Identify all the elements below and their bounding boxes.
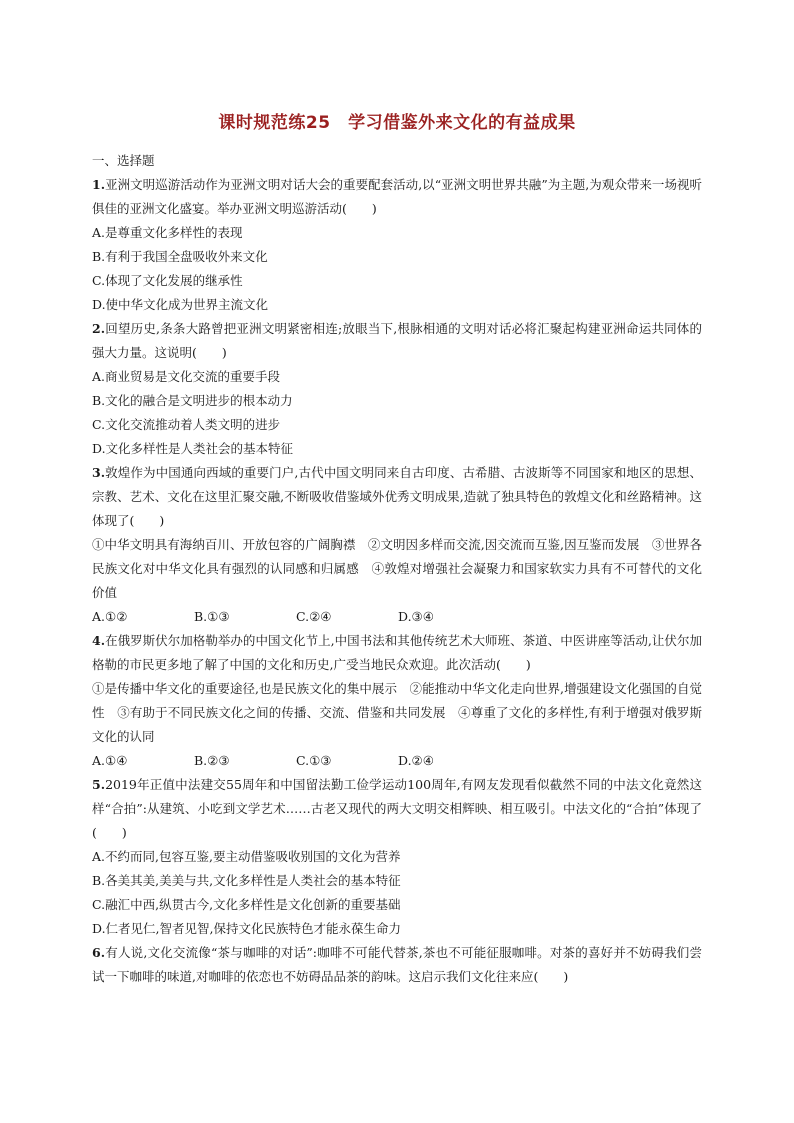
question-number: 6. <box>92 945 106 960</box>
option-d: D.仁者见仁,智者见智,保持文化民族特色才能永葆生命力 <box>92 921 401 936</box>
option-b: B.文化的融合是文明进步的根本动力 <box>92 393 293 408</box>
choice-c: C.①③ <box>296 753 332 768</box>
option-d: D.使中华文化成为世界主流文化 <box>92 297 269 312</box>
question-stem: 4.在俄罗斯伏尔加格勒举办的中国文化节上,中国书法和其他传统艺术大师班、茶道、中医讲座等活动,让伏尔加格勒的市民更多地了解了中国的文化和历史,广受当地民众欢迎。此次活动( ) <box>92 633 702 672</box>
choice-a: A.①② <box>92 609 128 624</box>
question-2 <box>92 317 702 461</box>
option-a: A.不约而同,包容互鉴,要主动借鉴吸收别国的文化为营养 <box>92 849 401 864</box>
question-1 <box>92 173 702 317</box>
choice-b: B.②③ <box>194 753 230 768</box>
question-6 <box>92 941 702 989</box>
section-heading: 一、选择题 <box>92 153 155 168</box>
option-c: C.融汇中西,纵贯古今,文化多样性是文化创新的重要基础 <box>92 897 401 912</box>
option-c: C.文化交流推动着人类文明的进步 <box>92 417 281 432</box>
answer-choices <box>92 605 702 629</box>
question-3 <box>92 461 702 629</box>
option-a: A.是尊重文化多样性的表现 <box>92 225 243 240</box>
question-stem: 3.敦煌作为中国通向西域的重要门户,古代中国文明同来自古印度、古希腊、古波斯等不同国家和地区的思想、宗教、艺术、文化在这里汇聚交融,不断吸收借鉴域外优秀文明成果,造就了独具特色的敦煌文化和丝路精神。这体现了( ) <box>92 465 702 528</box>
question-5 <box>92 773 728 941</box>
question-number: 4. <box>92 633 106 648</box>
option-d: D.文化多样性是人类社会的基本特征 <box>92 441 294 456</box>
question-number: 1. <box>92 177 106 192</box>
question-statements: ①中华文明具有海纳百川、开放包容的广阔胸襟 ②文明因多样而交流,因交流而互鉴,因互鉴而发展 ③世界各民族文化对中华文化具有强烈的认同感和归属感 ④敦煌对增强社会凝聚力和国家软实力具有不可替代的文化价值 <box>92 537 702 600</box>
answer-choices <box>92 749 702 773</box>
choice-b: B.①③ <box>194 609 230 624</box>
document-page <box>92 108 728 989</box>
question-stem: 1.亚洲文明巡游活动作为亚洲文明对话大会的重要配套活动,以“亚洲文明世界共融”为主题,为观众带来一场视听俱佳的亚洲文化盛宴。举办亚洲文明巡游活动( ) <box>92 177 702 216</box>
option-c: C.体现了文化发展的继承性 <box>92 273 243 288</box>
question-4 <box>92 629 702 773</box>
page-title: 课时规范练25 学习借鉴外来文化的有益成果 <box>218 113 576 133</box>
option-a: A.商业贸易是文化交流的重要手段 <box>92 369 281 384</box>
question-number: 2. <box>92 321 106 336</box>
option-b: B.有利于我国全盘吸收外来文化 <box>92 249 268 264</box>
choice-c: C.②④ <box>296 609 332 624</box>
question-statements: ①是传播中华文化的重要途径,也是民族文化的集中展示 ②能推动中华文化走向世界,增强建设文化强国的自觉性 ③有助于不同民族文化之间的传播、交流、借鉴和共同发展 ④尊重了文化的多样性,有利于增强对俄罗斯文化的认同 <box>92 681 702 744</box>
option-b: B.各美其美,美美与共,文化多样性是人类社会的基本特征 <box>92 873 401 888</box>
question-stem: 6.有人说,文化交流像“茶与咖啡的对话”:咖啡不可能代替茶,茶也不可能征服咖啡。对茶的喜好并不妨碍我们尝试一下咖啡的味道,对咖啡的依恋也不妨碍品品茶的韵味。这启示我们文化往来应( ) <box>92 945 702 984</box>
question-number: 3. <box>92 465 106 480</box>
choice-d: D.②④ <box>398 753 434 768</box>
choice-a: A.①④ <box>92 753 128 768</box>
choice-d: D.③④ <box>398 609 434 624</box>
question-stem: 2.回望历史,条条大路曾把亚洲文明紧密相连;放眼当下,根脉相通的文明对话必将汇聚起构建亚洲命运共同体的强大力量。这说明( ) <box>92 321 702 360</box>
question-number: 5. <box>92 777 106 792</box>
question-stem: 5.2019年正值中法建交55周年和中国留法勤工俭学运动100周年,有网友发现看似截然不同的中法文化竟然这样“合拍”:从建筑、小吃到文学艺术……古老又现代的两大文明交相辉映、相互吸引。中法文化的“合拍”体现了 ( ) <box>92 777 728 840</box>
